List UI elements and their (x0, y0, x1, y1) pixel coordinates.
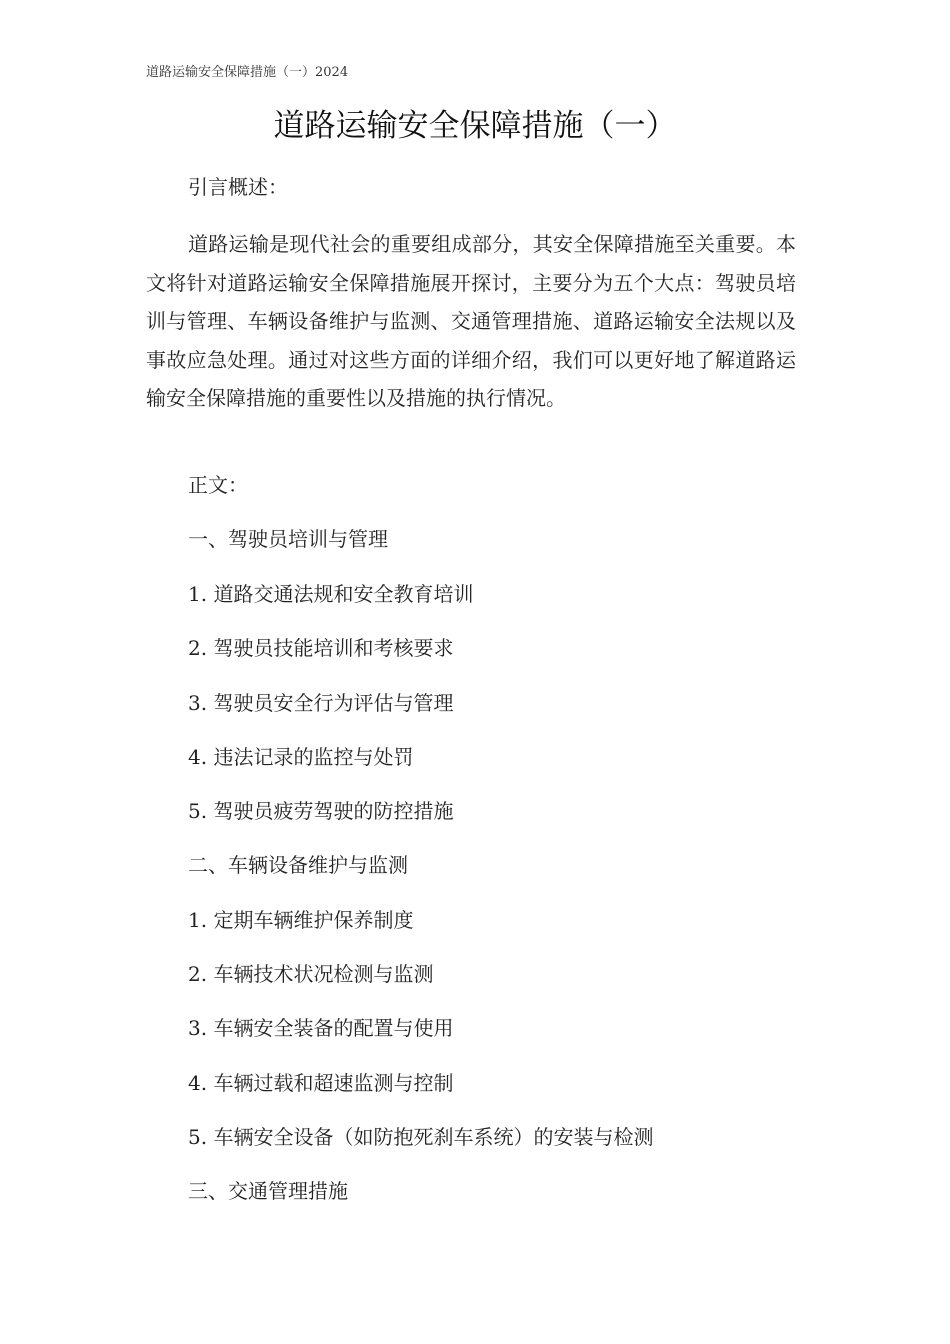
list-item: 1. 道路交通法规和安全教育培训 (188, 582, 474, 606)
section-heading: 三、交通管理措施 (188, 1179, 348, 1203)
list-item: 2. 驾驶员技能培训和考核要求 (188, 636, 454, 660)
document-title: 道路运输安全保障措施（一） (273, 108, 677, 144)
list-item: 4. 车辆过载和超速监测与控制 (188, 1071, 454, 1095)
intro-paragraph: 道路运输是现代社会的重要组成部分，其安全保障措施至关重要。本文将针对道路运输安全保障措施展开探讨，主要分为五个大点：驾驶员培训与管理、车辆设备维护与监测、交通管理措施、道路运输安全法规以及事故应急处理。通过对这些方面的详细介绍，我们可以更好地了解道路运输安全保障措施的重要性以及措施的执行情况。 (146, 232, 796, 410)
list-item: 5. 驾驶员疲劳驾驶的防控措施 (188, 799, 454, 823)
list-item: 5. 车辆安全设备（如防抱死刹车系统）的安装与检测 (188, 1125, 654, 1149)
section-heading: 二、车辆设备维护与监测 (188, 853, 408, 877)
body-heading: 正文： (188, 473, 248, 497)
list-item: 1. 定期车辆维护保养制度 (188, 908, 414, 932)
list-item: 3. 车辆安全装备的配置与使用 (188, 1016, 454, 1040)
intro-heading: 引言概述： (188, 175, 288, 199)
list-item: 3. 驾驶员安全行为评估与管理 (188, 691, 454, 715)
list-item: 4. 违法记录的监控与处罚 (188, 745, 414, 769)
list-item: 2. 车辆技术状况检测与监测 (188, 962, 434, 986)
running-header: 道路运输安全保障措施（一）2024 (146, 65, 349, 80)
section-heading: 一、驾驶员培训与管理 (188, 527, 388, 551)
